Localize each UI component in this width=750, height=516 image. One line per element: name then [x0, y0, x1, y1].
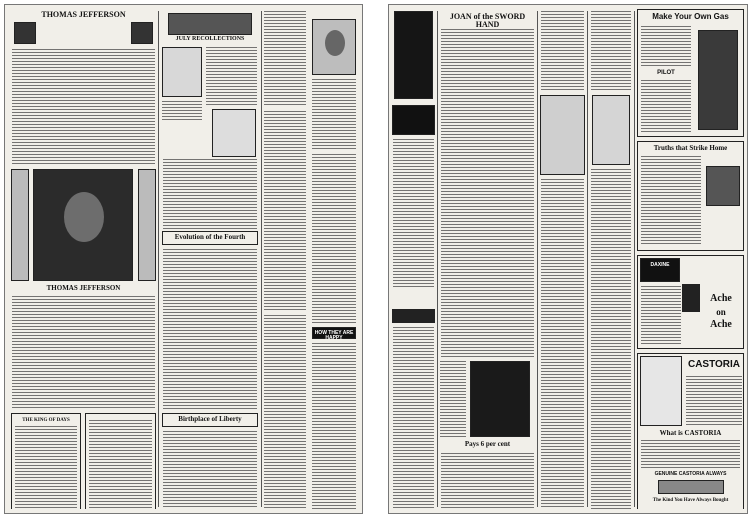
gas-generator-illustration: [698, 30, 738, 130]
gas-title: Make Your Own Gas: [652, 12, 729, 21]
advertisement-column: [637, 9, 744, 509]
king-of-days-title: THE KING OF DAYS: [22, 418, 70, 423]
article-text: [264, 11, 306, 107]
gas-advertisement: [637, 9, 744, 137]
birthplace-heading-box: [162, 413, 258, 427]
article-text: [206, 47, 257, 107]
column-rule: [587, 11, 588, 507]
evolution-heading-box: [162, 231, 258, 245]
column-rule: [437, 11, 438, 507]
eagle-ornament-icon: [131, 22, 153, 44]
advertisement-text: [441, 453, 534, 509]
article-text: [393, 139, 434, 289]
column-rule: [261, 11, 262, 507]
article-text: [312, 343, 356, 509]
castoria-advertisement: [637, 353, 744, 509]
portrait-face: [64, 192, 104, 242]
left-newspaper-page: [4, 4, 363, 514]
jefferson-title: THOMAS JEFFERSON: [41, 10, 126, 19]
recollections-title: JULY RECOLLECTIONS: [175, 36, 245, 42]
fourth-column: [590, 9, 632, 509]
story-text: [441, 29, 534, 359]
ad-text: [641, 26, 691, 66]
happy-headline-box: [312, 327, 356, 342]
portrait-face: [325, 30, 345, 56]
daxine-advertisement: [637, 255, 744, 349]
night-illustration: [470, 361, 530, 437]
signature: [658, 480, 724, 494]
truths-title: Truths that Strike Home: [653, 144, 728, 152]
column-rule: [158, 11, 159, 507]
illustration: [212, 109, 256, 157]
article-text: [12, 49, 155, 164]
portrait-illustration: [312, 19, 356, 75]
eagle-ornament-icon: [14, 22, 36, 44]
bottle-icon: [682, 284, 700, 312]
article-text: [12, 296, 155, 408]
joan-title: JOAN of the SWORD HAND: [449, 12, 526, 30]
article-text: [591, 169, 631, 509]
lion-illustration: [706, 166, 740, 206]
joan-column: [440, 9, 535, 509]
ache-text-2: on: [716, 307, 726, 317]
jefferson-column: [11, 9, 156, 509]
article-text: [264, 111, 306, 311]
article-text: [393, 327, 434, 509]
truths-advertisement: [637, 141, 744, 251]
article-text: [312, 154, 356, 324]
pilot-label: PILOT: [657, 70, 675, 76]
jefferson-portrait: [33, 169, 133, 281]
daxine-box: [640, 258, 680, 282]
castoria-title: CASTORIA: [687, 359, 741, 370]
pays-headline: Pays 6 per cent: [464, 440, 511, 448]
happy-headline: HOW THEY ARE HAPPY: [314, 330, 354, 342]
article-text: [541, 179, 584, 509]
article-text: [264, 315, 306, 509]
castoria-question: What is CASTORIA: [659, 429, 722, 437]
article-text: [162, 101, 202, 121]
right-newspaper-page: [388, 4, 748, 514]
evolution-title: Evolution of the Fourth: [174, 233, 246, 241]
poem-text: [89, 420, 152, 508]
flag-ornament-icon: [138, 169, 156, 281]
castoria-genuine: GENUINE CASTORIA ALWAYS: [654, 471, 727, 477]
article-text: [541, 11, 584, 91]
ad-text: [641, 440, 740, 468]
illustration: [540, 95, 585, 175]
ad-text: [686, 376, 742, 426]
flag-ornament-icon: [11, 169, 29, 281]
poem-text: [15, 426, 77, 508]
ad-text: [641, 156, 701, 246]
article-text: [163, 249, 257, 409]
column-rule: [634, 11, 635, 507]
dark-illustration: [394, 11, 433, 99]
ad-text: [641, 80, 691, 132]
left-column: [392, 9, 435, 509]
castoria-bottle-box: [640, 356, 682, 426]
advertisement-text: [312, 79, 356, 149]
story-text: [440, 361, 466, 437]
jefferson-caption: THOMAS JEFFERSON: [46, 284, 121, 292]
article-text: [591, 11, 631, 91]
article-text: [163, 159, 257, 229]
middle-column: [540, 9, 585, 509]
article-text: [163, 431, 257, 509]
column-rule: [537, 11, 538, 507]
illustration: [162, 47, 202, 97]
illustration: [592, 95, 630, 165]
king-of-days-box: [11, 413, 81, 509]
right-column: [264, 9, 358, 509]
birthplace-title: Birthplace of Liberty: [178, 415, 242, 423]
castoria-slogan: The Kind You Have Always Bought: [652, 498, 729, 503]
page-gutter: [362, 0, 387, 516]
recollections-banner: [168, 13, 252, 35]
ad-text: [641, 286, 681, 346]
sidebar-box: [85, 413, 156, 509]
ache-text-1: Ache: [710, 293, 732, 304]
headline-box: [392, 105, 435, 135]
ache-text-3: Ache: [710, 319, 732, 330]
headline-bar: [392, 309, 435, 323]
recollections-column: [162, 9, 258, 509]
daxine-label: DAXINE: [650, 262, 670, 268]
